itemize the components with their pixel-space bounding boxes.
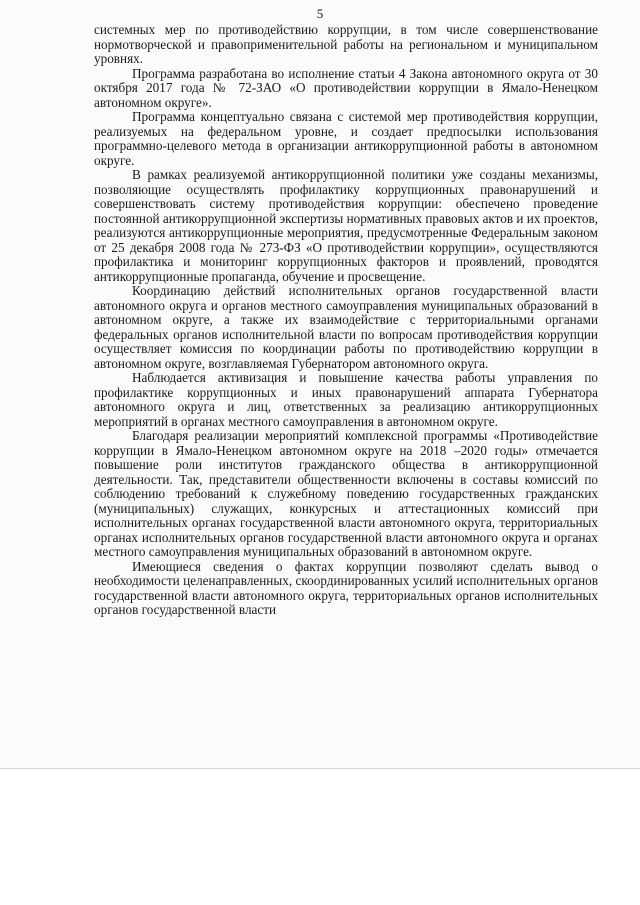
page-number: 5: [316, 6, 324, 21]
paragraph-7: Благодаря реализации мероприятий комплексной программы «Противодействие коррупции в Ямало-Ненецком автономном округе на 2018 –2020 годы» отмечается повышение роли институтов гражданского общества в антикоррупционной деятельности. Так, представители общественности включены в составы комиссий по соблюдению требований к служебному поведению государственных гражданских (муниципальных) служащих, конкурсных и аттестационных комиссий при исполнительных органах государственной власти автономного округа, территориальных органах исполнительных органов государственной власти автономного округа и органах местного самоуправления муниципальных образований в автономном округе.: [94, 428, 598, 559]
document-body: [94, 23, 598, 618]
paragraph-2: Программа разработана во исполнение статьи 4 Закона автономного округа от 30 октября 2017 года № 72-ЗАО «О противодействии коррупции в Ямало-Ненецком автономном округе».: [94, 65, 598, 110]
paragraph-6: Наблюдается активизация и повышение качества работы управления по профилактике коррупционных и иных правонарушений аппарата Губернатора автономного округа и лиц, ответственных за реализацию антикоррупционных мероприятий в органах местного самоуправления в автономном округе.: [94, 370, 598, 429]
paragraph-1: системных мер по противодействию коррупции, в том числе совершенствование нормотворческой и правоприменительной работы на региональном и муниципальном уровнях.: [94, 22, 598, 66]
paragraph-4: В рамках реализуемой антикоррупционной политики уже созданы механизмы, позволяющие осуществлять профилактику коррупционных правонарушений и совершенствовать систему противодействия коррупции: обеспечено проведение постоянной антикоррупционной экспертизы нормативных правовых актов и их проектов, реализуются антикоррупционные мероприятия, предусмотренные Федеральным законом от 25 декабря 2008 года № 273-ФЗ «О противодействии коррупции», осуществляются профилактика и мониторинг коррупционных факторов и проявлений, проводятся антикоррупционные пропаганда, обучение и просвещение.: [94, 167, 598, 284]
blank-background: [0, 769, 640, 905]
paragraph-8: Имеющиеся сведения о фактах коррупции позволяют сделать вывод о необходимости целенаправленных, скоординированных усилий исполнительных органов государственной власти автономного округа, территориальных органов исполнительных органов государственной власти: [94, 558, 598, 617]
paragraph-3: Программа концептуально связана с системой мер противодействия коррупции, реализуемых на федеральном уровне, и создает предпосылки использования программно-целевого метода в организации антикоррупционной работы в автономном округе.: [94, 109, 598, 168]
paragraph-5: Координацию действий исполнительных органов государственной власти автономного округа и органов местного самоуправления муниципальных образований в автономном округе, а также их взаимодействие с территориальными органами федеральных органов исполнительной власти по вопросам противодействия коррупции осуществляет комиссия по координации работы по противодействию коррупции в автономном округе, возглавляемая Губернатором автономного округа.: [94, 283, 598, 371]
